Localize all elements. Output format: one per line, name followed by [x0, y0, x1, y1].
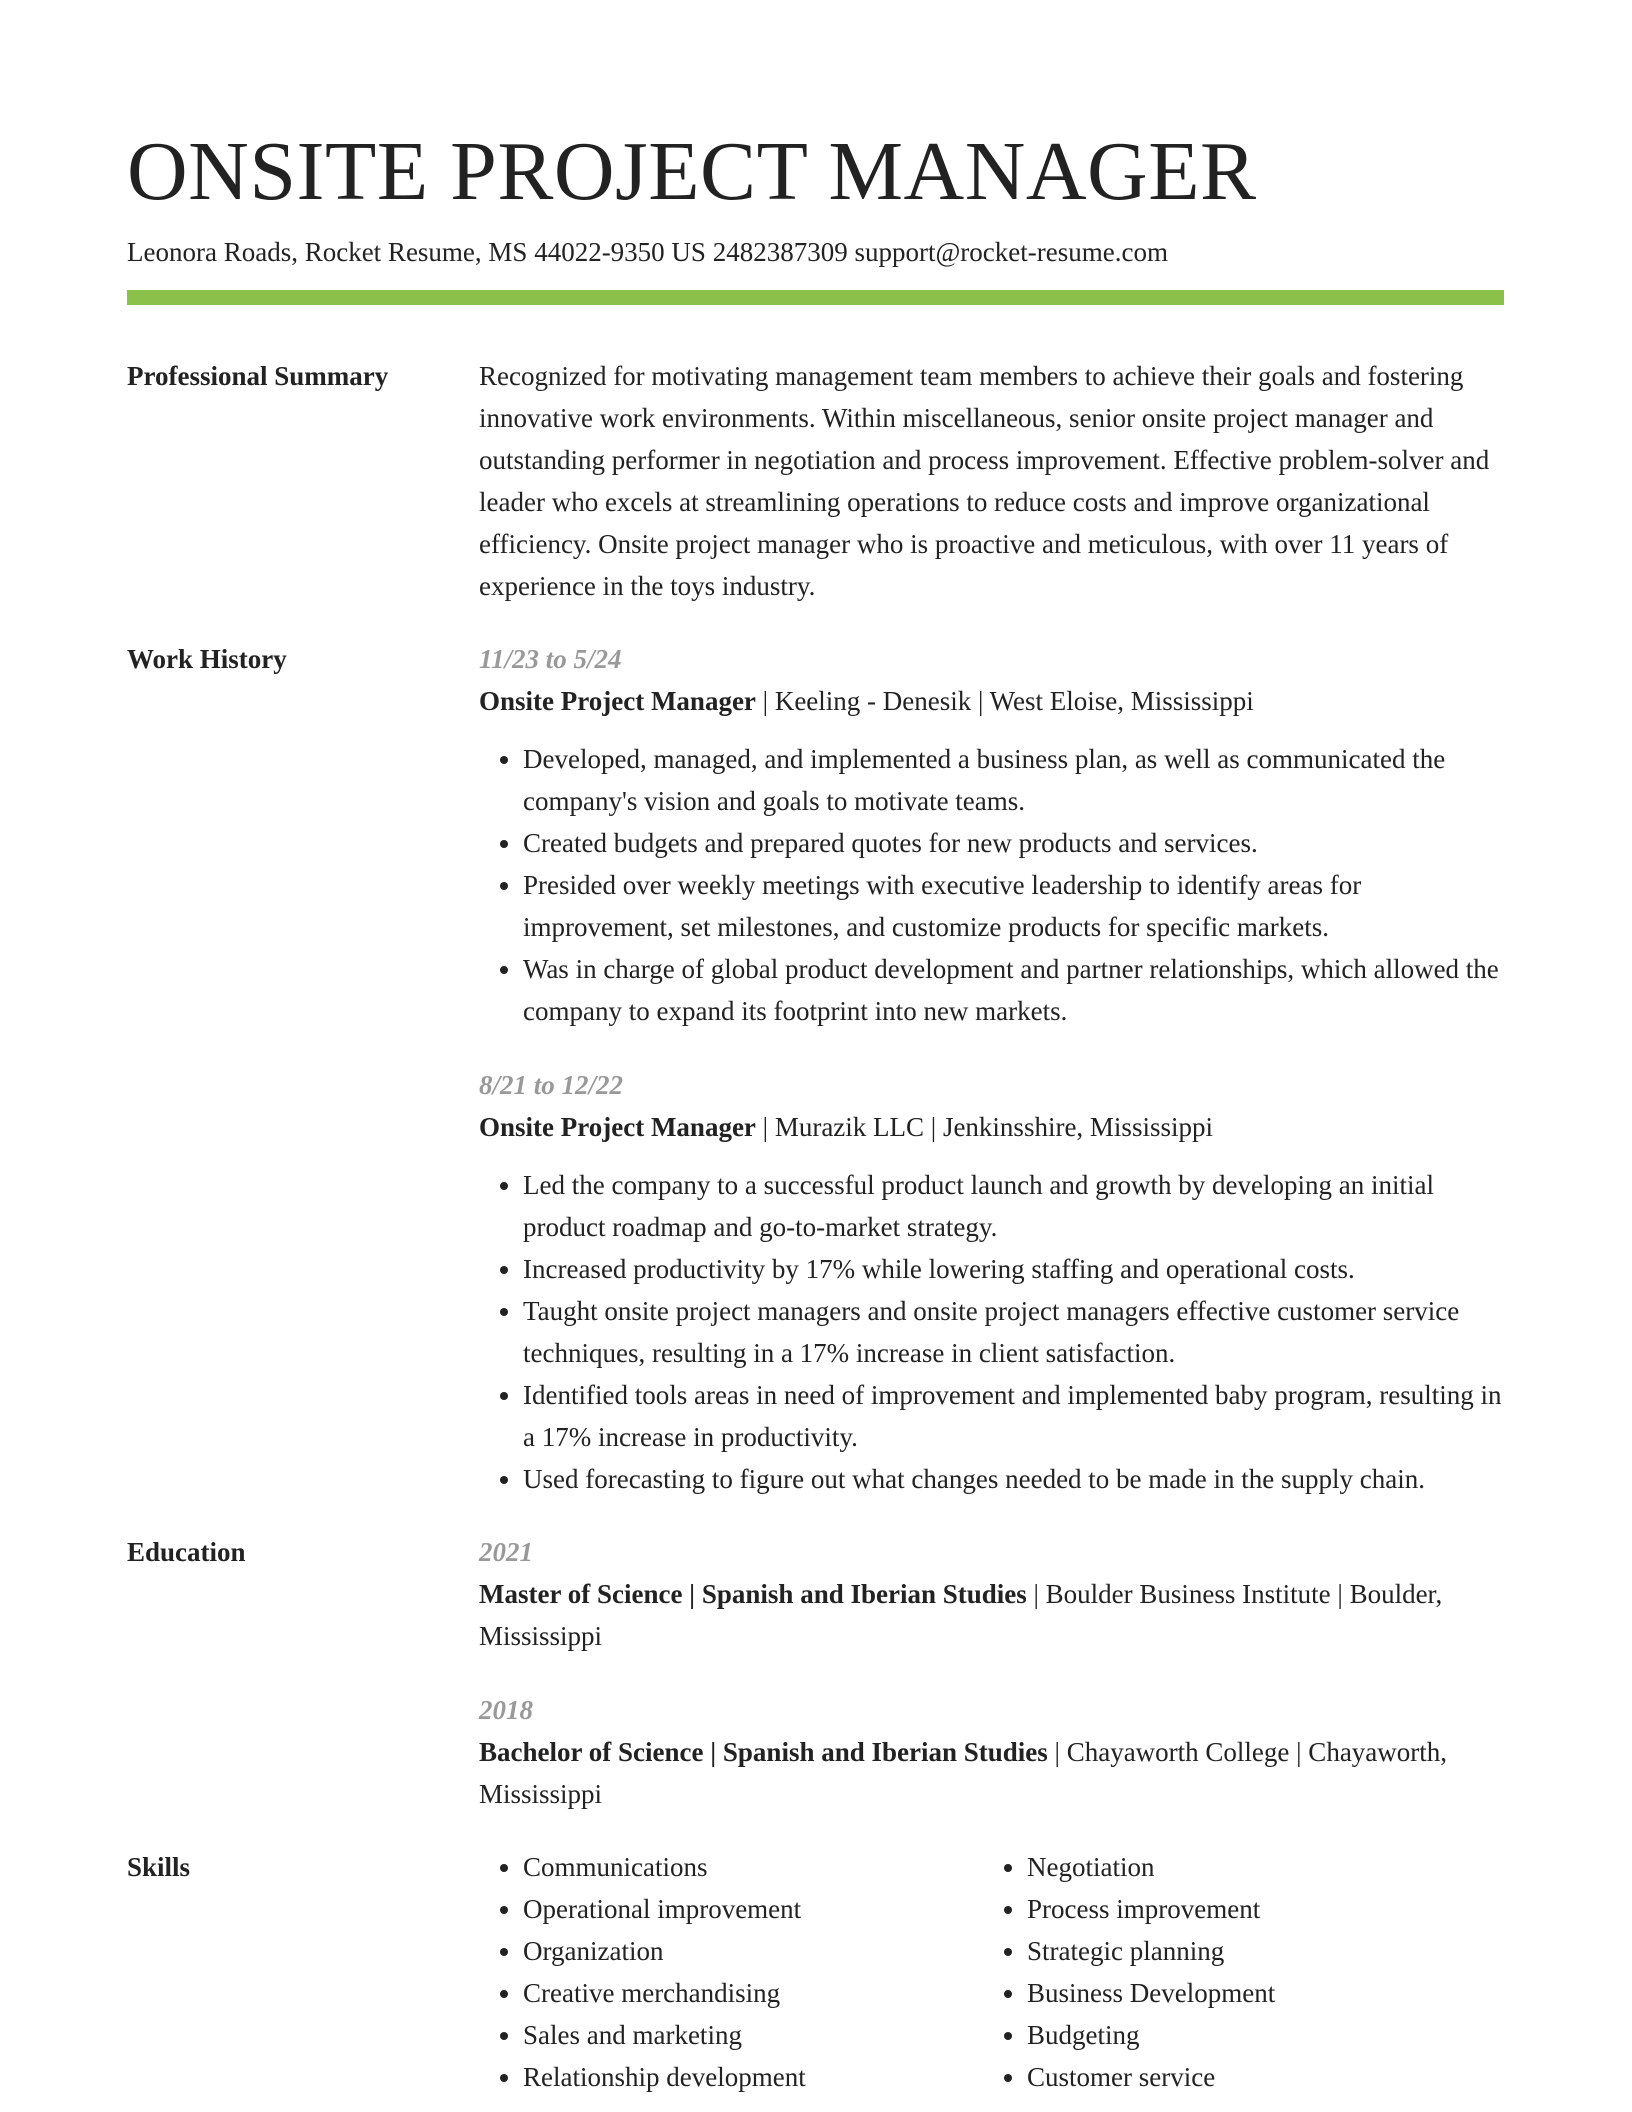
list-item: • Budgeting	[1027, 2014, 1487, 2056]
section-skills	[127, 1846, 1504, 2098]
list-item: • Business Development	[1027, 1972, 1487, 2014]
list-item: • Was in charge of global product development and partner relationships, which allowed the company to expand its footprint into new markets.	[523, 948, 1504, 1032]
resume-page	[127, 122, 1504, 2098]
degree-details: | Chayaworth College | Chayaworth, Mississippi	[479, 1737, 1448, 1809]
list-item: • Negotiation	[1027, 1846, 1487, 1888]
list-item: • Used forecasting to figure out what changes needed to be made in the supply chain.	[523, 1458, 1504, 1500]
list-item: • Creative merchandising	[523, 1972, 983, 2014]
job-title: Onsite Project Manager	[479, 1112, 756, 1142]
job-dates: 8/21 to 12/22	[479, 1070, 624, 1100]
list-item: • Created budgets and prepared quotes for new products and services.	[523, 822, 1504, 864]
job-dates: 11/23 to 5/24	[479, 644, 622, 674]
skills-columns	[479, 1846, 1504, 2098]
summary-text: Recognized for motivating management team members to achieve their goals and fostering innovative work environments. Within miscellaneous, senior onsite project manager and outstanding performer in negotiation and process improvement. Effective problem-solver and leader who excels at streamlining operations to reduce costs and improve organizational efficiency. Onsite project manager who is proactive and meticulous, with over 11 years of experience in the toys industry.	[479, 361, 1490, 601]
skills-body	[479, 1846, 1504, 2098]
list-item: • Organization	[523, 1930, 983, 1972]
education-year: 2018	[479, 1695, 533, 1725]
section-label: Education	[127, 1537, 246, 1567]
list-item: • Process improvement	[1027, 1888, 1487, 1930]
section-education	[127, 1531, 1504, 1815]
job-details: | Keeling - Denesik | West Eloise, Mississippi	[755, 686, 1254, 716]
section-work-history	[127, 638, 1504, 1500]
work-entry	[479, 638, 1504, 1032]
degree-title: Master of Science | Spanish and Iberian Studies	[479, 1579, 1027, 1609]
education-entry	[479, 1689, 1504, 1815]
job-bullets	[479, 1164, 1504, 1500]
resume-title: ONSITE PROJECT MANAGER	[127, 125, 1257, 218]
skills-list-left	[479, 1846, 983, 2098]
list-item: • Communications	[523, 1846, 983, 1888]
work-entry	[479, 1064, 1504, 1500]
list-item: • Operational improvement	[523, 1888, 983, 1930]
skills-list-right	[983, 1846, 1487, 2098]
job-details: | Murazik LLC | Jenkinsshire, Mississippi	[755, 1112, 1213, 1142]
list-item: • Identified tools areas in need of improvement and implemented baby program, resulting in a 17% increase in productivity.	[523, 1374, 1504, 1458]
education-degree-line	[479, 1573, 1504, 1657]
education-year: 2021	[479, 1537, 533, 1567]
list-item: • Customer service	[1027, 2056, 1487, 2098]
job-title: Onsite Project Manager	[479, 686, 756, 716]
list-item: • Developed, managed, and implemented a business plan, as well as communicated the company's vision and goals to motivate teams.	[523, 738, 1504, 822]
section-label: Skills	[127, 1852, 191, 1882]
education-entry	[479, 1531, 1504, 1657]
accent-divider	[127, 290, 1504, 305]
list-item: • Led the company to a successful product launch and growth by developing an initial product roadmap and go-to-market strategy.	[523, 1164, 1504, 1248]
section-label: Professional Summary	[127, 361, 389, 391]
degree-details: | Boulder Business Institute | Boulder, Mississippi	[479, 1579, 1443, 1651]
section-professional-summary	[127, 355, 1504, 607]
education-degree-line	[479, 1731, 1504, 1815]
list-item: • Taught onsite project managers and onsite project managers effective customer service techniques, resulting in a 17% increase in client satisfaction.	[523, 1290, 1504, 1374]
degree-title: Bachelor of Science | Spanish and Iberian Studies	[479, 1737, 1048, 1767]
list-item: • Increased productivity by 17% while lowering staffing and operational costs.	[523, 1248, 1504, 1290]
job-role-line	[479, 1106, 1504, 1148]
list-item: • Presided over weekly meetings with executive leadership to identify areas for improvement, set milestones, and customize products for specific markets.	[523, 864, 1504, 948]
list-item: • Strategic planning	[1027, 1930, 1487, 1972]
education-entries	[479, 1531, 1504, 1815]
list-item: • Sales and marketing	[523, 2014, 983, 2056]
job-role-line	[479, 680, 1504, 722]
section-label: Work History	[127, 644, 287, 674]
job-bullets	[479, 738, 1504, 1032]
work-entries	[479, 638, 1504, 1500]
list-item: • Relationship development	[523, 2056, 983, 2098]
contact-line: Leonora Roads, Rocket Resume, MS 44022-9350 US 2482387309 support@rocket-resume.com	[127, 237, 1168, 267]
